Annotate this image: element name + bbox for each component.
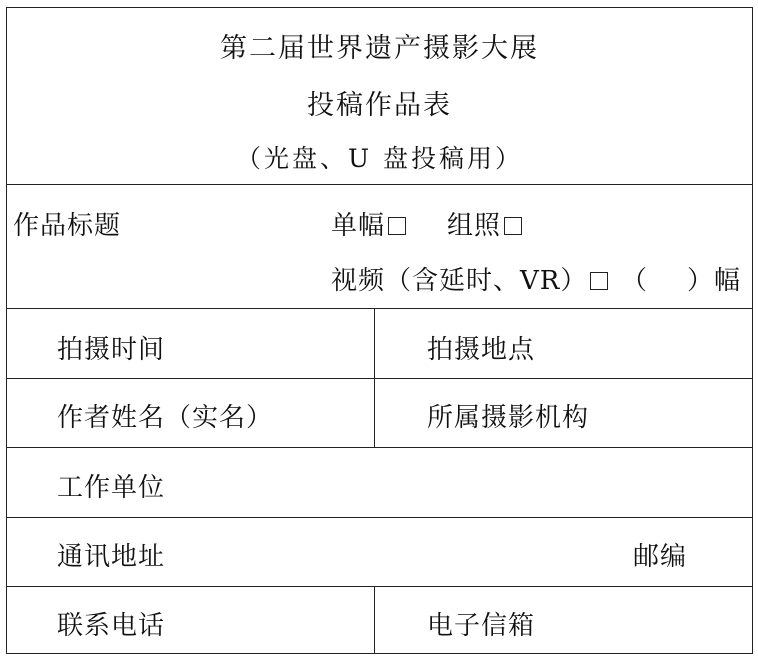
shoot-time-field[interactable] (7, 308, 374, 378)
single-option (331, 211, 406, 241)
photo-org-field[interactable] (375, 379, 752, 447)
shoot-time-label: 拍摄时间 (57, 335, 166, 365)
divider (7, 184, 752, 185)
work-title-label: 作品标题 (13, 211, 122, 241)
work-unit-field[interactable] (7, 448, 752, 517)
single-label: 单幅 (331, 211, 386, 241)
photo-org-label: 所属摄影机构 (427, 403, 590, 433)
video-count-open: （ (621, 266, 649, 296)
postcode-label: 邮编 (633, 542, 688, 572)
video-label: 视频（含延时、VR） (331, 266, 588, 296)
author-name-field[interactable] (7, 379, 374, 447)
form-subtitle: 投稿作品表 (307, 90, 452, 121)
shoot-place-field[interactable] (375, 308, 752, 378)
postcode-field[interactable] (617, 518, 752, 586)
single-checkbox[interactable] (388, 217, 406, 235)
email-label: 电子信箱 (427, 611, 536, 641)
group-option (447, 211, 522, 241)
author-name-label: 作者姓名（实名） (57, 403, 274, 433)
group-checkbox[interactable] (504, 217, 522, 235)
email-field[interactable] (375, 587, 752, 653)
shoot-place-label: 拍摄地点 (427, 335, 536, 365)
address-field[interactable] (7, 518, 617, 586)
phone-label: 联系电话 (57, 611, 166, 641)
submission-form (6, 7, 753, 654)
address-label: 通讯地址 (57, 542, 166, 572)
form-title: 第二届世界遗产摄影大展 (220, 33, 539, 64)
group-label: 组照 (447, 211, 502, 241)
video-count-close: ）幅 (687, 266, 742, 296)
video-option (331, 266, 608, 296)
form-note: （光盘、U 盘投稿用） (235, 144, 524, 173)
phone-field[interactable] (7, 587, 374, 653)
video-checkbox[interactable] (590, 272, 608, 290)
work-unit-label: 工作单位 (57, 473, 166, 503)
